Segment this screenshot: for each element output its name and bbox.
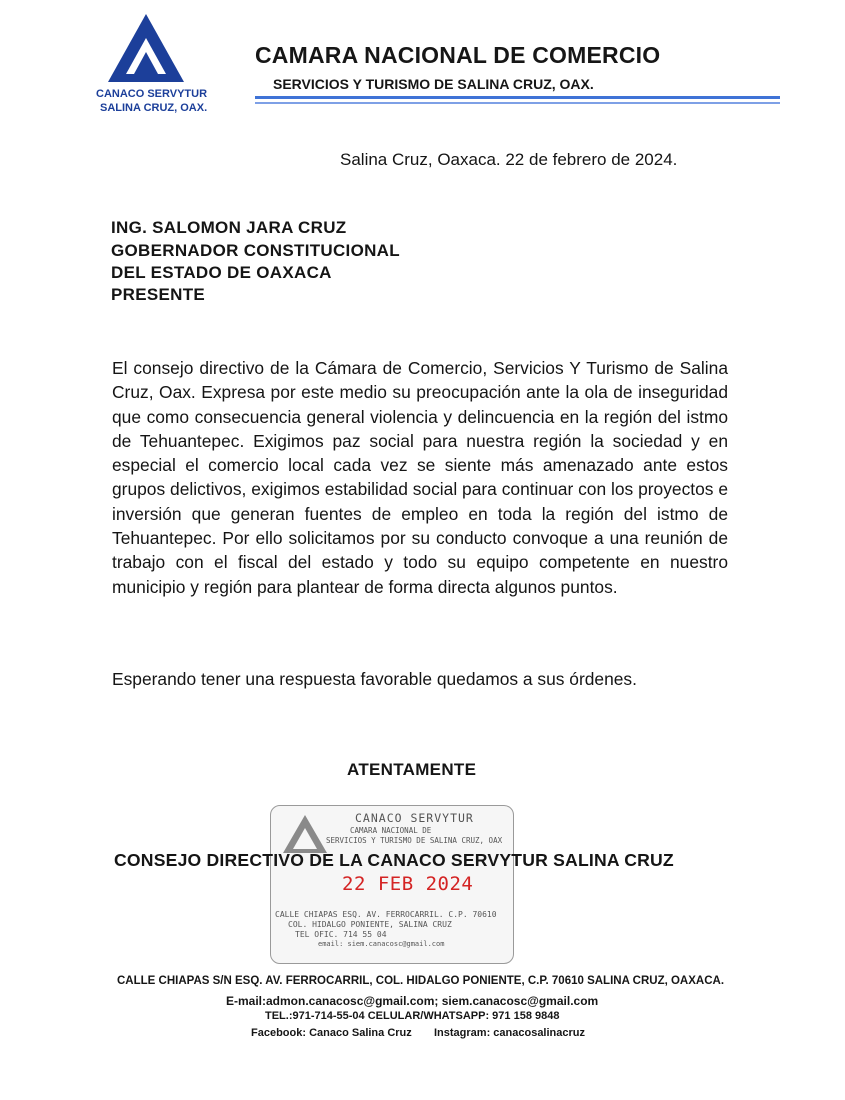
stamp-logo-icon — [282, 814, 328, 854]
stamp-address-3: TEL OFIC. 714 55 04 — [295, 930, 387, 939]
recipient-title: GOBERNADOR CONSTITUCIONAL — [111, 241, 400, 260]
footer-phone: TEL.:971-714-55-04 CELULAR/WHATSAPP: 971 158 9848 — [265, 1010, 560, 1022]
stamp-line-2: SERVICIOS Y TURISMO DE SALINA CRUZ, OAX — [326, 836, 503, 845]
footer-facebook: Facebook: Canaco Salina Cruz — [251, 1027, 412, 1039]
letter-body: El consejo directivo de la Cámara de Comercio, Servicios Y Turismo de Salina Cruz, Oax. Expresa por este medio su preocupación ante la ola de inseguridad que como consecuencia general violencia y delincuencia en la región del istmo de Tehuantepec. Exigimos paz social para nuestra región la sociedad y en especial el comercio local cada vez se siente más amenazado ante estos grupos delictivos, exigimos estabilidad social para continuar con los proyectos e inversión que generan fuentes de empleo en toda la región del istmo de Tehuantepec. Por ello solicitamos por su conducto convoque a una reunión de trabajo con el fiscal del estado y todo su equipo competente en nuestro municipio y región para plantear de forma directa algunos puntos. — [112, 358, 728, 597]
stamp-email: email: siem.canacosc@gmail.com — [318, 940, 445, 948]
recipient-name: ING. SALOMON JARA CRUZ — [111, 218, 347, 237]
recipient-presente: PRESENTE — [111, 285, 206, 304]
logo-caption-line2: SALINA CRUZ, OAX. — [100, 102, 208, 114]
letter-closing: Esperando tener una respuesta favorable quedamos a sus órdenes. — [112, 669, 637, 689]
logo-caption-line1: CANACO SERVYTUR — [96, 88, 208, 100]
footer-email: E-mail:admon.canacosc@gmail.com; siem.canacosc@gmail.com — [226, 994, 599, 1008]
org-subtitle: SERVICIOS Y TURISMO DE SALINA CRUZ, OAX. — [273, 76, 594, 92]
header-rule-top — [255, 96, 780, 99]
org-name: CAMARA NACIONAL DE COMERCIO — [255, 42, 661, 68]
letter-date: Salina Cruz, Oaxaca. 22 de febrero de 2024. — [340, 150, 678, 169]
stamp-address-2: COL. HIDALGO PONIENTE, SALINA CRUZ — [288, 920, 452, 929]
canaco-logo-icon — [106, 12, 186, 84]
atentamente-heading: ATENTAMENTE — [347, 760, 477, 779]
stamp-address-1: CALLE CHIAPAS ESQ. AV. FERROCARRIL. C.P. 70610 — [275, 910, 497, 919]
signature-line: CONSEJO DIRECTIVO DE LA CANACO SERVYTUR SALINA CRUZ — [114, 850, 674, 870]
stamp-title: CANACO SERVYTUR — [355, 811, 474, 825]
header-rule-bottom — [255, 102, 780, 104]
stamp-line-1: CAMARA NACIONAL DE — [350, 826, 432, 835]
stamp-date: 22 FEB 2024 — [342, 873, 474, 895]
footer-address: CALLE CHIAPAS S/N ESQ. AV. FERROCARRIL, COL. HIDALGO PONIENTE, C.P. 70610 SALINA CRUZ, OAXACA. — [117, 975, 725, 987]
footer-instagram: Instagram: canacosalinacruz — [434, 1027, 586, 1039]
recipient-state: DEL ESTADO DE OAXACA — [111, 263, 332, 282]
